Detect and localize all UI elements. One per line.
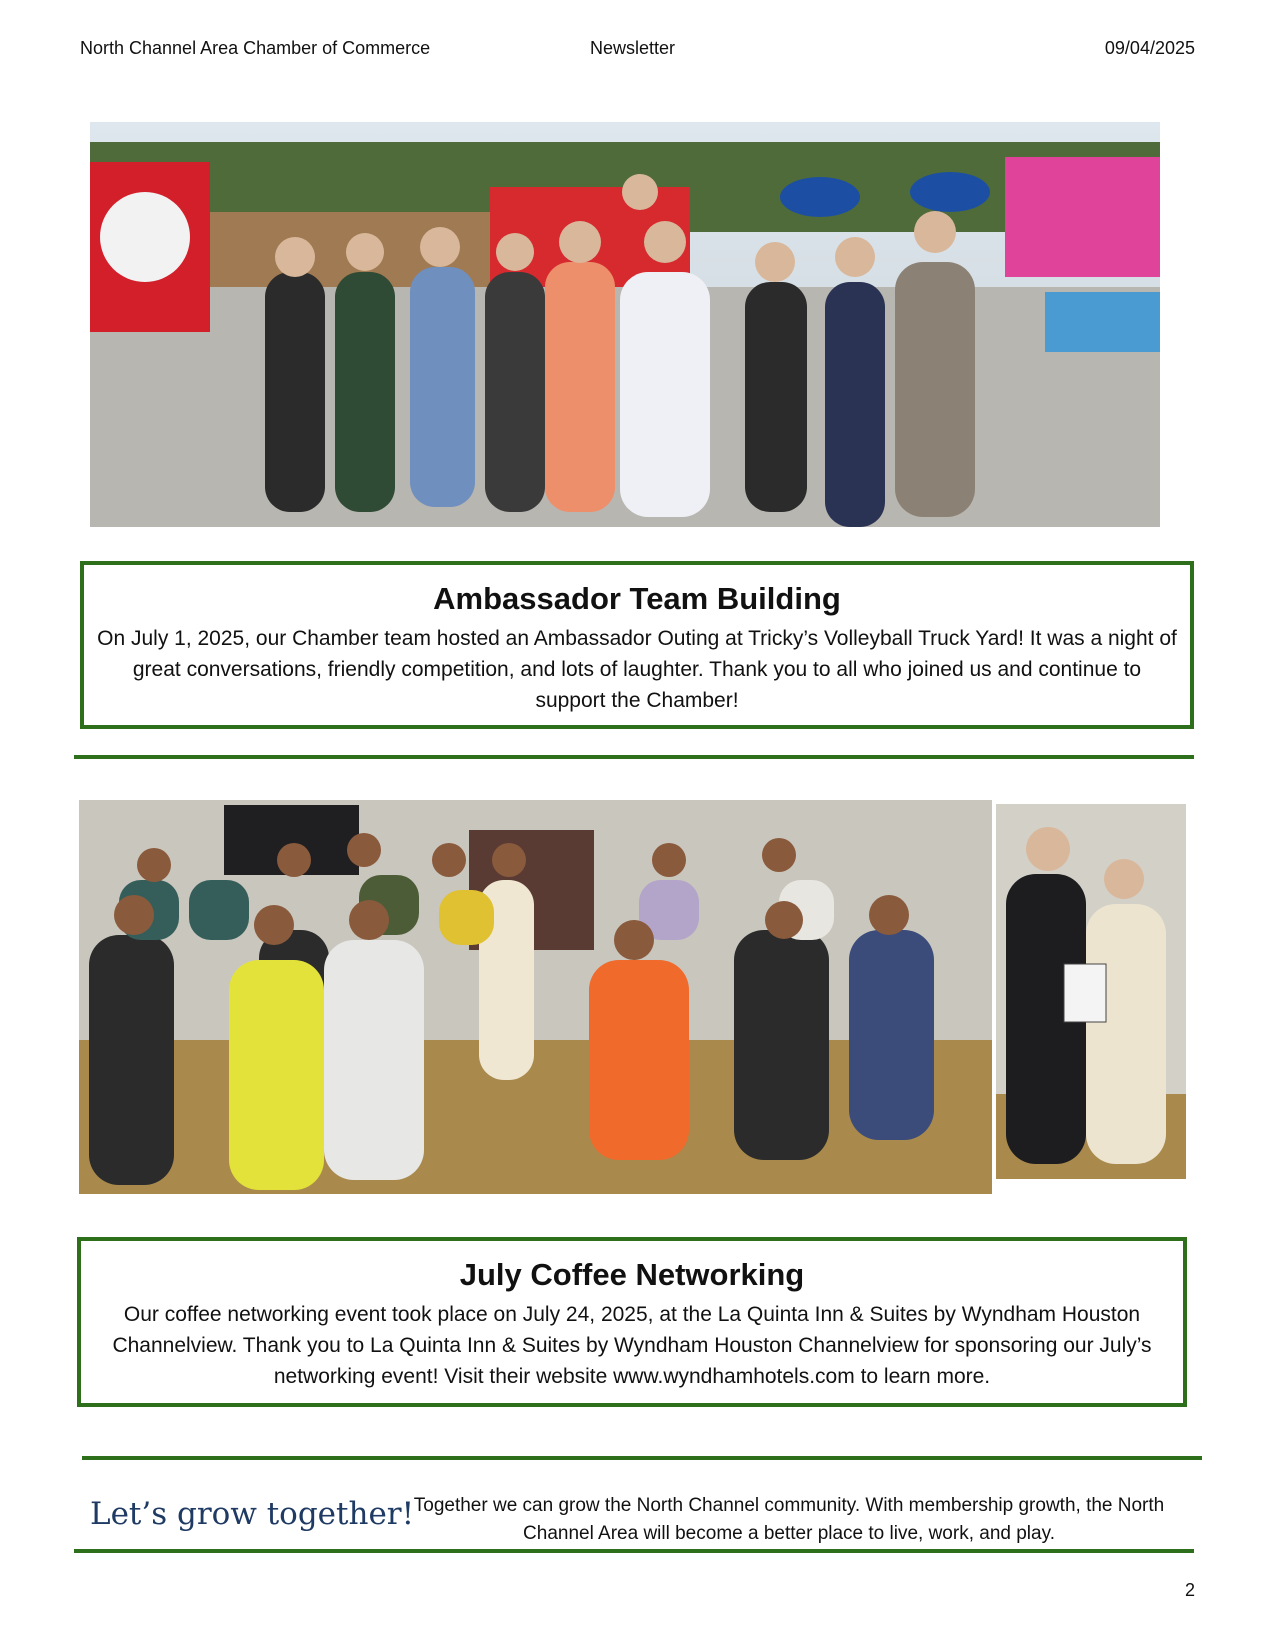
header-organization: North Channel Area Chamber of Commerce (80, 38, 431, 58)
coffee-story-box (77, 1237, 1187, 1407)
coffee-story-title: July Coffee Networking (459, 1257, 805, 1292)
coffee-networking-pair-photo (996, 804, 1186, 1179)
ambassador-story-box (80, 561, 1194, 729)
footer-message: Together we can grow the North Channel community. With membership growth, the North Channel Area will become a better place to live, work, and play. (413, 1495, 1165, 1544)
header-publication: Newsletter (590, 38, 676, 58)
coffee-story-body: Our coffee networking event took place on July 24, 2025, at the La Quinta Inn & Suites by Wyndham Houston Channelview. Thank you to La Quinta Inn & Suites by Wyndham Houston Channelview for sponsoring our July’s networking event! Visit their website www.wyndhamhotels.com to learn more. (112, 1303, 1152, 1388)
page-number: 2 (1184, 1580, 1195, 1600)
section-divider (74, 755, 1194, 759)
ambassador-story-body: On July 1, 2025, our Chamber team hosted an Ambassador Outing at Tricky’s Volleyball Truck Yard! It was a night of great conversations, friendly competition, and lots of laughter. Thank you to all who joined us and continue to support the Chamber! (97, 627, 1177, 712)
ambassador-story-title: Ambassador Team Building (433, 581, 841, 616)
page-header (80, 38, 1195, 62)
footer-slogan: Let’s grow together! (90, 1496, 415, 1532)
footer-bottom-rule (74, 1549, 1194, 1553)
footer-top-rule (82, 1456, 1202, 1460)
ambassador-group-photo (90, 122, 1160, 527)
header-date: 09/04/2025 (1104, 38, 1195, 58)
coffee-networking-group-photo (79, 800, 992, 1194)
